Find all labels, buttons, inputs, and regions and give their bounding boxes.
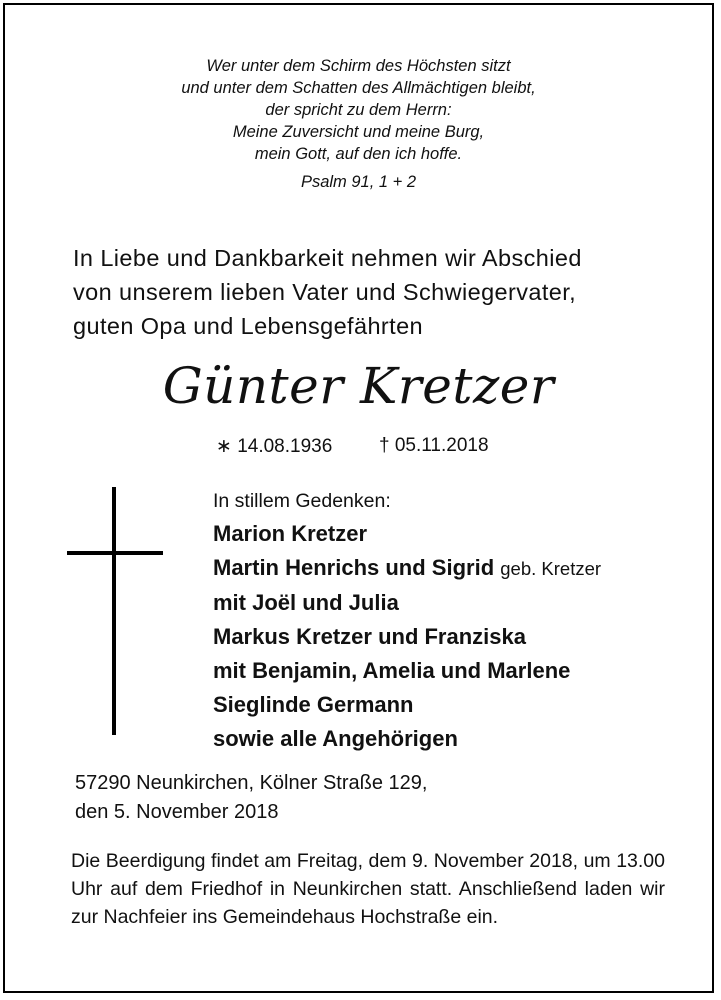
psalm-line: mein Gott, auf den ich hoffe. (254, 145, 463, 163)
psalm-line: Wer unter dem Schirm des Höchsten sitzt (206, 57, 511, 75)
address-line: 57290 Neunkirchen, Kölner Straße 129, (75, 772, 428, 794)
intro-line: von unserem lieben Vater und Schwiegervater, (73, 279, 577, 305)
funeral-info: Die Beerdigung findet am Freitag, dem 9. November 2018, um 13.00 Uhr auf dem Friedhof in Neunkirchen statt. Anschließend laden wir zur Nachfeier ins Gemeindehaus Hochstraße ein. (71, 850, 665, 928)
farewell-intro (73, 241, 673, 343)
address-block (75, 769, 427, 827)
mourner-line: mit Benjamin, Amelia und Marlene (213, 658, 571, 683)
deceased-name: Günter Kretzer (162, 357, 555, 415)
maiden-name-note: geb. Kretzer (500, 558, 602, 579)
mourner-line: mit Joël und Julia (213, 590, 399, 615)
mourner-line: sowie alle Angehörigen (213, 726, 458, 751)
mourner-name: Martin Henrichs und Sigrid (213, 555, 495, 580)
mourner-line: Marion Kretzer (213, 521, 368, 546)
psalm-line: der spricht zu dem Herrn: (265, 101, 452, 119)
psalm-line: und unter dem Schatten des Allmächtigen bleibt, (181, 79, 536, 97)
psalm-line: Meine Zuversicht und meine Burg, (232, 123, 485, 141)
cross-horizontal-bar (67, 551, 163, 555)
obituary-notice (3, 3, 714, 993)
psalm-quote (5, 55, 712, 193)
intro-line: In Liebe und Dankbarkeit nehmen wir Abschied (73, 245, 582, 271)
cross-vertical-bar (112, 487, 116, 735)
mourner-line-with-note (213, 551, 601, 586)
mourner-line: Sieglinde Germann (213, 692, 414, 717)
psalm-reference: Psalm 91, 1 + 2 (300, 173, 417, 191)
mourners-heading: In stillem Gedenken: (213, 490, 391, 512)
birth-date: ∗ 14.08.1936 (216, 436, 333, 457)
death-date: † 05.11.2018 (379, 435, 489, 456)
intro-line: guten Opa und Lebensgefährten (73, 313, 424, 339)
mourner-line: Markus Kretzer und Franziska (213, 624, 526, 649)
date-line: den 5. November 2018 (75, 801, 279, 823)
mourners-list (213, 517, 601, 756)
